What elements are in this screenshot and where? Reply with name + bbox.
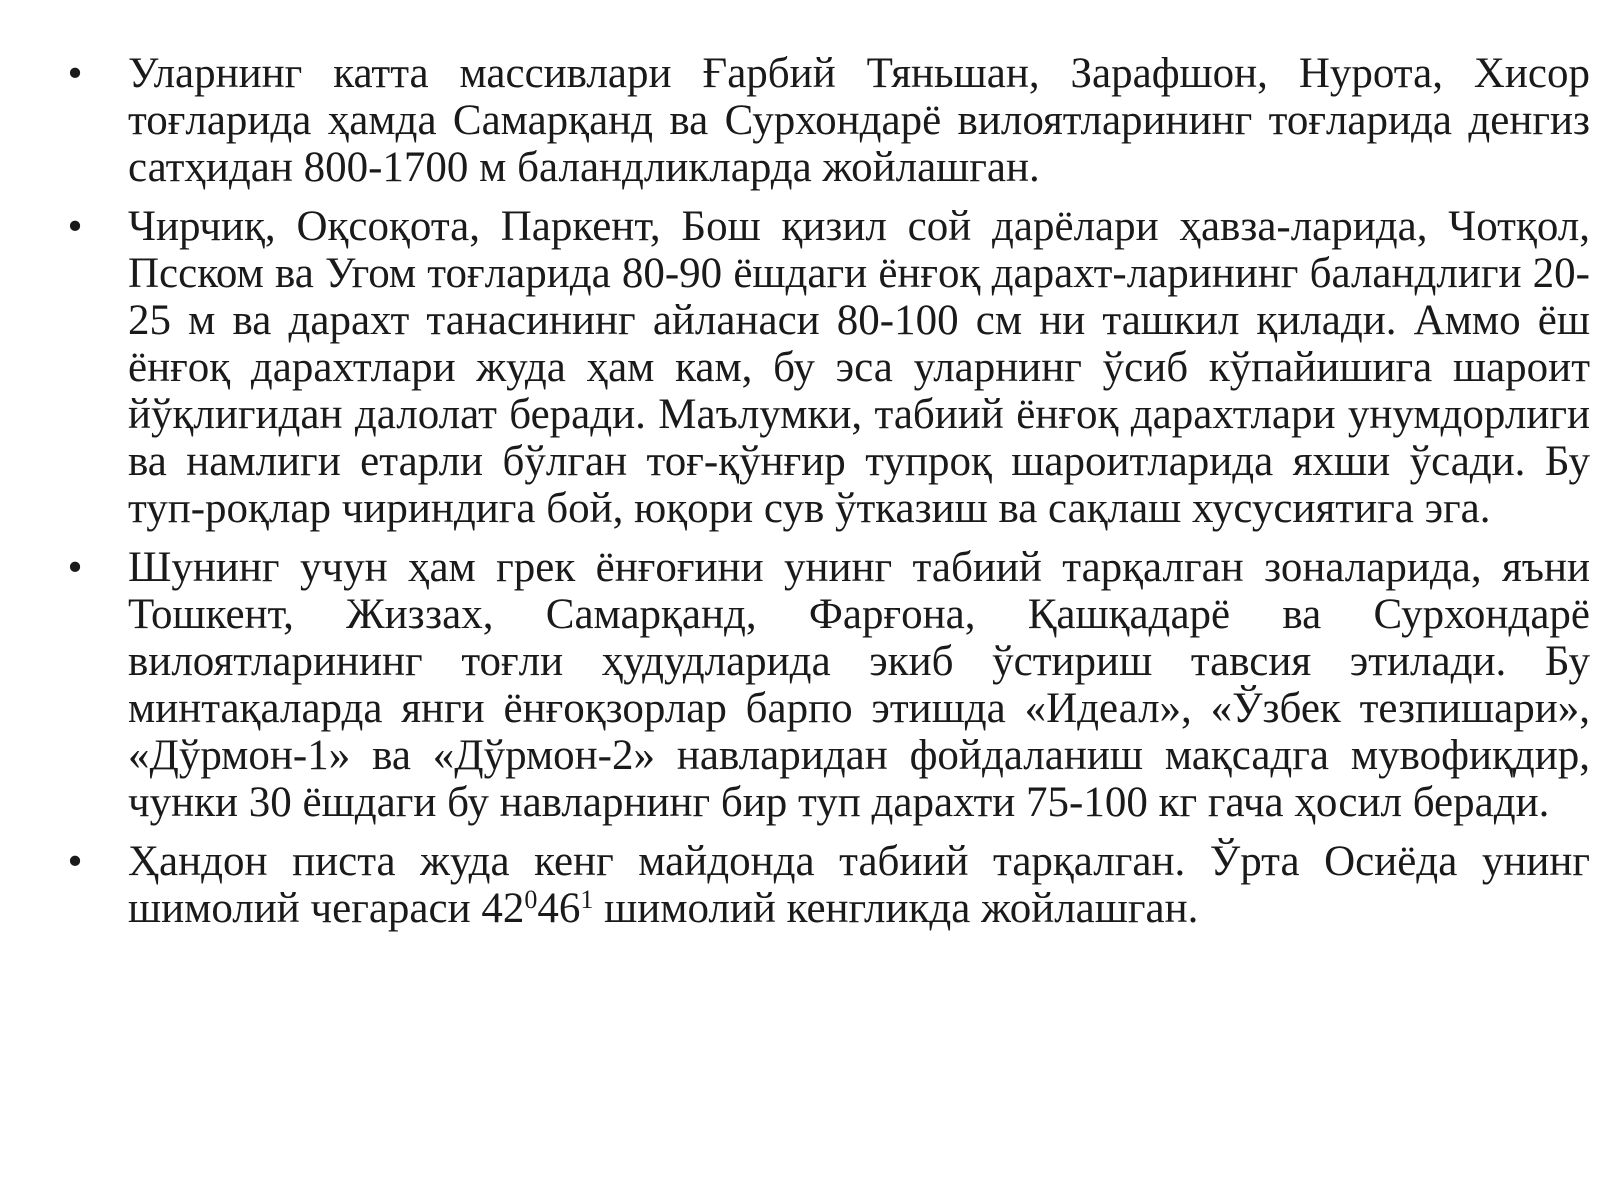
- list-item: [58, 838, 1590, 932]
- paragraph-text: [128, 838, 1590, 932]
- paragraph-text: Шунинг учун ҳам грек ёнғоғини унинг табиий тарқалган зоналарида, яъни Тошкент, Жиззах, Самарқанд, Фарғона, Қашқадарё ва Сурхондарё вилоятларининг тоғли ҳудудларида экиб ўстириш тавсия этилади. Бу минтақаларда янги ёнғоқзорлар барпо этишда «Идеал», «Ўзбек тезпишари», «Дўрмон-1» ва «Дўрмон-2» навларидан фойдаланиш мақсадга мувофиқдир, чунки 30 ёшдаги бу навларнинг бир туп дарахти 75-100 кг гача ҳосил беради.: [128, 544, 1590, 826]
- list-item: [58, 544, 1590, 826]
- paragraph-text: Чирчиқ, Оқсоқота, Паркент, Бош қизил сой дарёлари ҳавза-ларида, Чотқол, Псском ва Угом тоғларида 80-90 ёшдаги ёнғоқ дарахт-ларининг баландлиги 20-25 м ва дарахт танасининг айланаси 80-100 см ни ташкил қилади. Аммо ёш ёнғоқ дарахтлари жуда ҳам кам, бу эса уларнинг ўсиб кўпайишига шароит йўқлигидан далолат беради. Маълумки, табиий ёнғоқ дарахтлари унумдорлиги ва намлиги етарли бўлган тоғ-қўнғир тупроқ шароитларида яхши ўсади. Бу туп-роқлар чириндига бой, юқори сув ўтказиш ва сақлаш хусусиятига эга.: [128, 203, 1590, 532]
- text-segment: Ҳандон писта жуда кенг майдонда табиий тарқалган. Ўрта Осиёда унинг шимолий чегараси 42: [128, 838, 1590, 932]
- bullet-icon: •: [67, 203, 83, 250]
- paragraph-text: Уларнинг катта массивлари Ғарбий Тяньшан, Зарафшон, Нурота, Хисор тоғларида ҳамда Самарқанд ва Сурхондарё вилоятларининг тоғларида денгиз сатҳидан 800-1700 м баландликларда жойлашган.: [128, 50, 1590, 191]
- bullet-list: [58, 50, 1590, 944]
- list-item: [58, 50, 1590, 191]
- minute-superscript: 1: [580, 885, 594, 914]
- bullet-icon: •: [67, 50, 83, 97]
- bullet-icon: •: [67, 838, 83, 885]
- bullet-icon: •: [67, 544, 83, 591]
- text-segment: 46: [537, 885, 581, 932]
- list-item: [58, 203, 1590, 532]
- text-segment: шимолий кенгликда жойлашган.: [593, 885, 1199, 932]
- degree-superscript: 0: [524, 885, 538, 914]
